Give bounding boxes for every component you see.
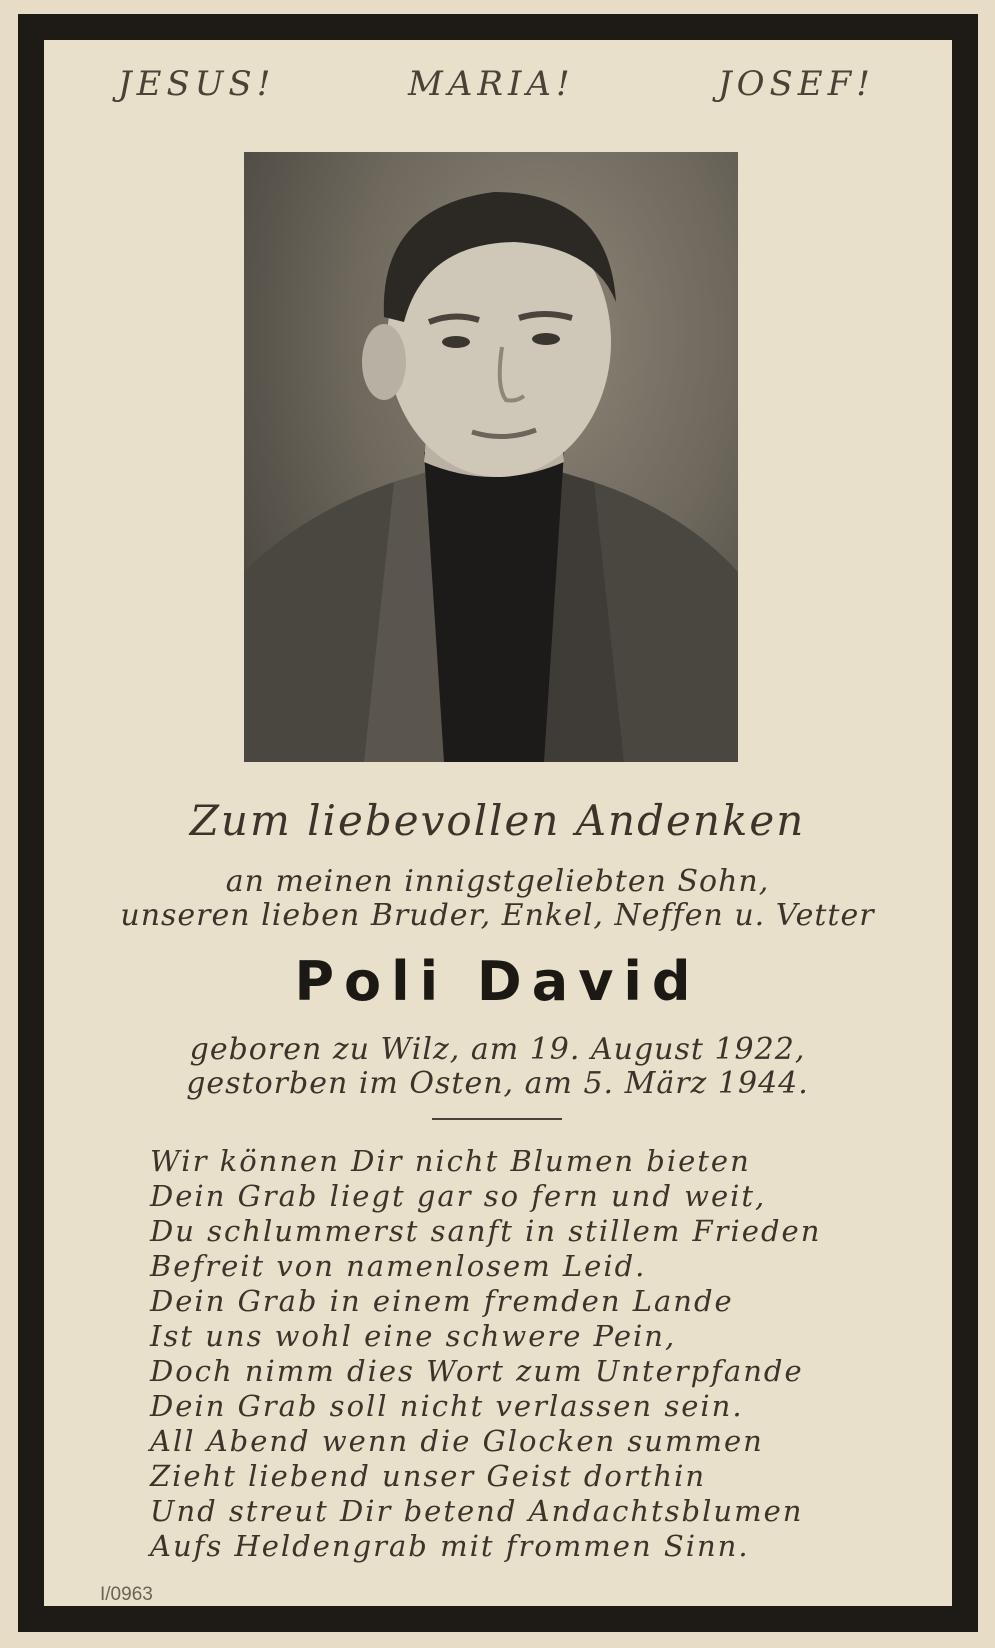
deceased-name: Poli David — [294, 950, 701, 1013]
header-jesus: JESUS! — [118, 64, 276, 104]
poem-line: Dein Grab soll nicht verlassen sein. — [150, 1389, 744, 1423]
poem-line: Zieht liebend unser Geist dorthin — [150, 1459, 707, 1493]
poem-line: Wir können Dir nicht Blumen bieten — [150, 1144, 751, 1178]
poem-line: Befreit von namenlosem Leid. — [150, 1249, 647, 1283]
portrait-photo — [244, 152, 738, 762]
poem-line: Dein Grab liegt gar so fern und weit, — [150, 1179, 767, 1213]
poem-line: All Abend wenn die Glocken summen — [150, 1424, 764, 1458]
dedication-line-1: an meinen innigstgeliebten Sohn, — [225, 864, 770, 899]
poem-line: Doch nimm dies Wort zum Unterpfande — [150, 1354, 804, 1388]
header-josef: JOSEF! — [718, 64, 875, 104]
birth-line: geboren zu Wilz, am 19. August 1922, — [189, 1032, 806, 1067]
poem-line: Du schlummerst sanft in stillem Frieden — [150, 1214, 822, 1248]
poem-line: Ist uns wohl eine schwere Pein, — [150, 1319, 677, 1353]
poem — [150, 1144, 930, 1564]
memorial-title: Zum liebevollen Andenken — [189, 796, 806, 845]
divider-rule — [432, 1118, 562, 1120]
dedication-line-2: unseren lieben Bruder, Enkel, Neffen u. Vetter — [120, 898, 875, 933]
poem-line: Dein Grab in einem fremden Lande — [150, 1284, 734, 1318]
portrait-illustration — [244, 152, 738, 762]
death-line: gestorben im Osten, am 5. März 1944. — [186, 1066, 809, 1101]
catalog-code: I/0963 — [100, 1584, 153, 1605]
poem-line: Aufs Heldengrab mit frommen Sinn. — [150, 1529, 750, 1563]
header-maria: MARIA! — [408, 64, 575, 104]
poem-line: Und streut Dir betend Andachtsblumen — [150, 1494, 804, 1528]
